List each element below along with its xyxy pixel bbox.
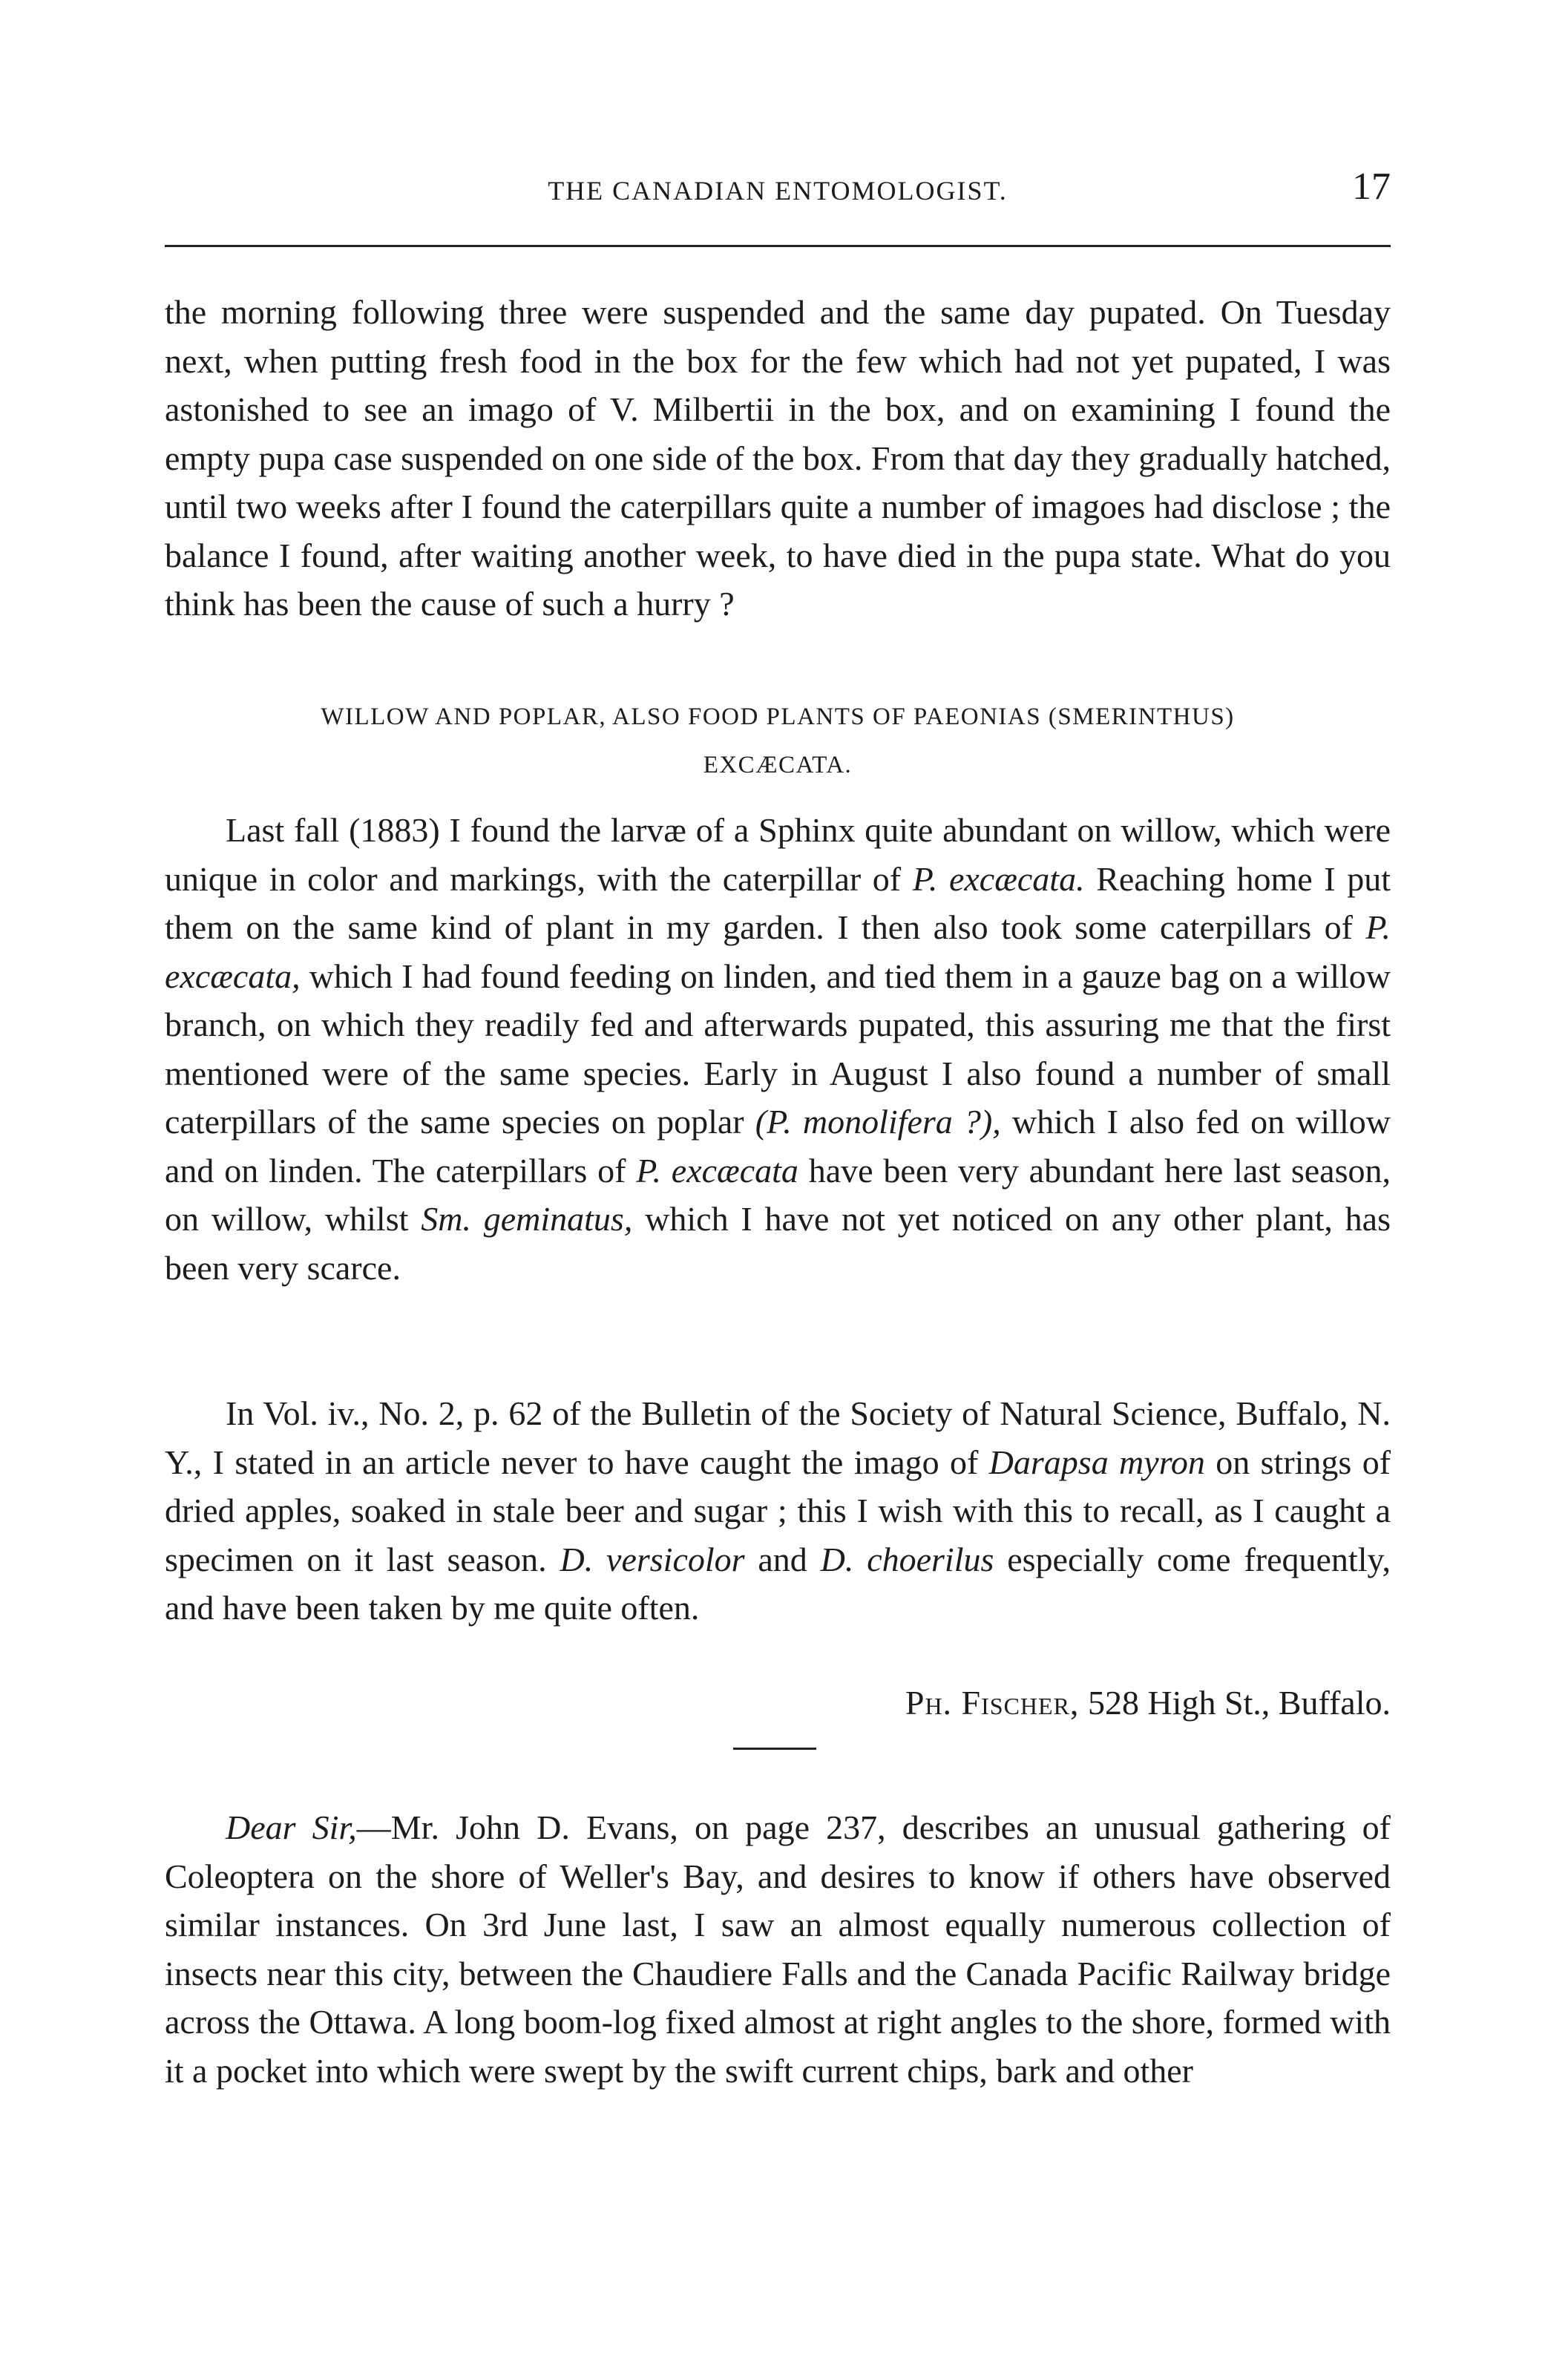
- p2-italic-3: (P. monolifera ?),: [755, 1103, 1001, 1141]
- p2-seg-1: Last fall (1883) I found the larvæ of a Sphinx quite abundant on willow, which were unique in color and markings, with the caterpillar of: [165, 811, 1391, 898]
- page-number: 17: [1352, 165, 1391, 208]
- paragraph-4-text: [165, 1803, 1391, 2095]
- signature-name: Ph. Fischer,: [905, 1684, 1080, 1722]
- p3-italic-3: D. choerilus: [820, 1540, 994, 1578]
- paragraph-3: [165, 1389, 1391, 1633]
- p4-text: —Mr. John D. Evans, on page 237, describes an unusual gathering of Coleoptera on the shore of Weller's Bay, and desires to know if others have observed similar instances. On 3rd June last, I saw an almost equally numerous collection of insects near this city, between the Chaudiere Falls and the Canada Pacific Railway bridge across the Ottawa. A long boom-log fixed almost at right angles to the shore, formed with it a pocket into which were swept by the swift current chips, bark and other: [165, 1808, 1391, 2090]
- p3-italic-2: D. versicolor: [560, 1540, 745, 1578]
- p3-seg-4: especially come frequently, and have been taken by me quite often.: [165, 1540, 1391, 1627]
- signature-address: 528 High St., Buffalo.: [1079, 1684, 1391, 1722]
- p2-italic-1: P. excæcata.: [912, 859, 1085, 898]
- p2-seg-3: which I had found feeding on linden, and tied them in a gauze bag on a willow branch, on which they readily fed and afterwards pupated, this assuring me that the first mentioned were of the same species. Early in August I also found a number of small caterpillars of the same species on poplar: [165, 957, 1391, 1141]
- paragraph-1: [165, 288, 1391, 629]
- p3-seg-2: on strings of dried apples, soaked in stale beer and sugar ; this I wish with this to recall, as I caught a specimen on it last season.: [165, 1443, 1391, 1578]
- p2-seg-4: which I also fed on willow and on linden. The caterpillars of: [165, 1103, 1391, 1190]
- paragraph-4: [165, 1803, 1391, 2095]
- p2-seg-2: Reaching home I put them on the same kind of plant in my garden. I then also took some caterpillars of: [165, 859, 1391, 946]
- paragraph-2-text: [165, 806, 1391, 1292]
- p2-seg-6: which I have not yet noticed on any other plant, has been very scarce.: [165, 1200, 1391, 1287]
- p3-italic-1: Darapsa myron: [988, 1443, 1205, 1481]
- p3-seg-1: In Vol. iv., No. 2, p. 62 of the Bulletin of the Society of Natural Science, Buffalo, N. Y., I stated in an article never to have caught the imago of: [165, 1394, 1391, 1481]
- signature: [165, 1679, 1391, 1727]
- section-heading: [165, 693, 1391, 790]
- section-heading-line-2: EXCÆCATA.: [703, 752, 853, 778]
- p2-seg-5: have been very abundant here last season, on willow, whilst: [165, 1151, 1391, 1238]
- running-title: THE CANADIAN ENTOMOLOGIST.: [548, 176, 1008, 206]
- p2-italic-5: Sm. geminatus,: [421, 1200, 633, 1238]
- running-head: [165, 165, 1391, 217]
- p2-italic-2: P. excæcata,: [165, 908, 1391, 995]
- section-separator: [733, 1748, 816, 1750]
- paragraph-1-text: the morning following three were suspended and the same day pupated. On Tuesday next, when putting fresh food in the box for the few which had not yet pupated, I was astonished to see an imago of V. Milbertii in the box, and on examining I found the empty pupa case suspended on one side of the box. From that day they gradually hatched, until two weeks after I found the caterpillars quite a number of imagoes had disclose ; the balance I found, after waiting another week, to have died in the pupa state. What do you think has been the cause of such a hurry ?: [165, 293, 1391, 623]
- paragraph-2: [165, 806, 1391, 1292]
- p2-italic-4: P. excæcata: [636, 1151, 798, 1190]
- paragraph-3-text: [165, 1389, 1391, 1633]
- salutation: Dear Sir,: [226, 1808, 357, 1846]
- section-heading-line-1: WILLOW AND POPLAR, ALSO FOOD PLANTS OF PAEONIAS (SMERINTHUS): [321, 703, 1235, 730]
- header-rule: [165, 245, 1391, 247]
- p3-seg-3: and: [744, 1540, 821, 1578]
